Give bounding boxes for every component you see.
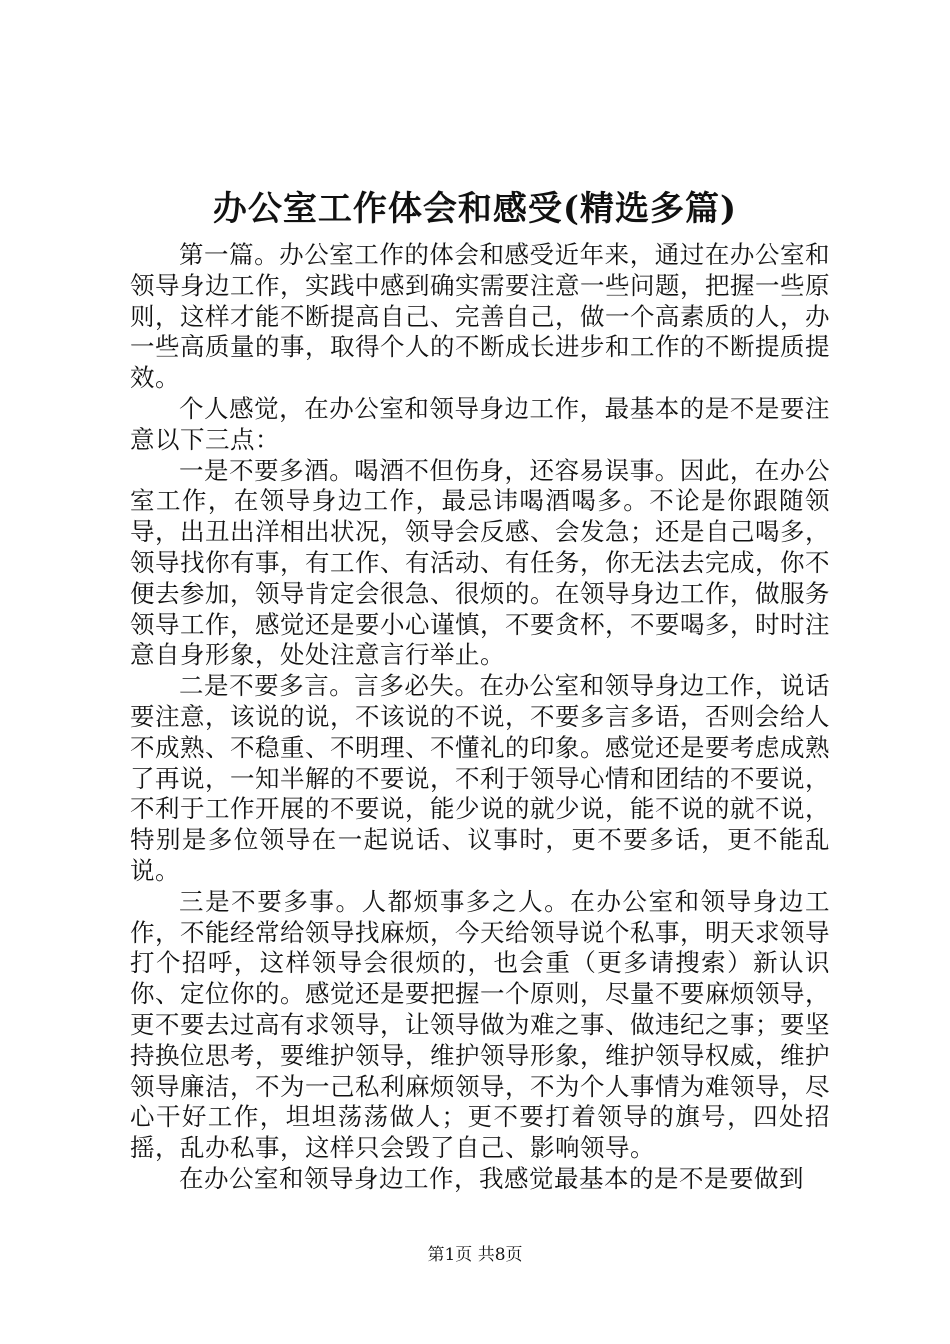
document-body: [130, 240, 830, 1195]
document-title: 办公室工作体会和感受(精选多篇): [212, 189, 738, 229]
paragraph: 一是不要多酒。喝酒不但伤身，还容易误事。因此，在办公室工作，在领导身边工作，最忌讳喝酒喝多。不论是你跟随领导，出丑出洋相出状况，领导会反感、会发急；还是自己喝多，领导找你有事，有工作、有活动、有任务，你无法去完成，你不便去参加，领导肯定会很急、很烦的。在领导身边工作，做服务领导工作，感觉还是要小心谨慎，不要贪杯，不要喝多，时时注意自身形象，处处注意言行举止。: [130, 455, 830, 670]
paragraph: 个人感觉，在办公室和领导身边工作，最基本的是不是要注意以下三点：: [130, 393, 830, 454]
paragraph: 三是不要多事。人都烦事多之人。在办公室和领导身边工作，不能经常给领导找麻烦，今天给领导说个私事，明天求领导打个招呼，这样领导会很烦的，也会重（更多请搜索）新认识你、定位你的。感觉还是要把握一个原则，尽量不要麻烦领导，更不要去过高有求领导，让领导做为难之事、做违纪之事；要坚持换位思考，要维护领导，维护领导形象，维护领导权威，维护领导廉洁，不为一己私利麻烦领导，不为个人事情为难领导，尽心干好工作，坦坦荡荡做人；更不要打着领导的旗号，四处招摇，乱办私事，这样只会毁了自己、影响领导。: [130, 886, 830, 1163]
page-footer: 第1页 共8页: [427, 1245, 523, 1265]
paragraph: 第一篇。办公室工作的体会和感受近年来，通过在办公室和领导身边工作，实践中感到确实需要注意一些问题，把握一些原则，这样才能不断提高自己、完善自己，做一个高素质的人，办一些高质量的事，取得个人的不断成长进步和工作的不断提质提效。: [130, 240, 830, 393]
paragraph: 二是不要多言。言多必失。在办公室和领导身边工作，说话要注意，该说的说，不该说的不说，不要多言多语，否则会给人不成熟、不稳重、不明理、不懂礼的印象。感觉还是要考虑成熟了再说，一知半解的不要说，不利于领导心情和团结的不要说，不利于工作开展的不要说，能少说的就少说，能不说的就不说，特别是多位领导在一起说话、议事时，更不要多话，更不能乱说。: [130, 671, 830, 885]
paragraph: 在办公室和领导身边工作，我感觉最基本的是不是要做到: [179, 1163, 804, 1193]
